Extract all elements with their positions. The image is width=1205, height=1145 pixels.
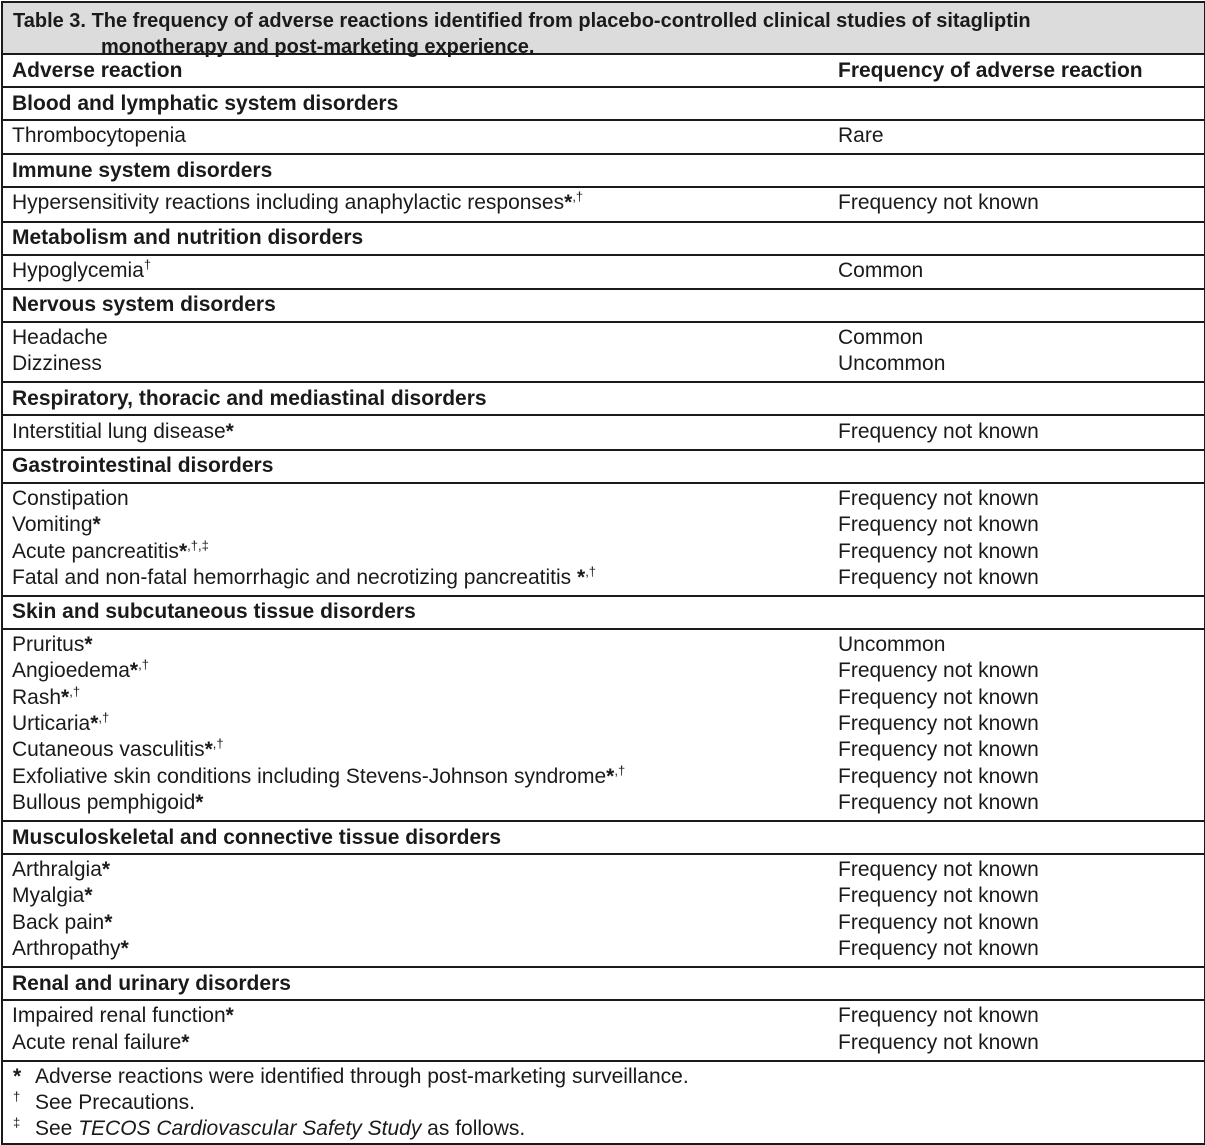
reaction-cell [3,191,829,215]
category-row: Metabolism and nutrition disorders [3,223,1204,256]
reaction-name: Hypoglycemia [12,258,144,282]
table-row [3,936,1204,962]
frequency-cell: Frequency not known [838,565,1039,589]
frequency-cell: Frequency not known [838,858,1039,882]
reaction-name: Myalgia [12,884,85,908]
reaction-cell [3,487,829,511]
reaction-name: Bullous pemphigoid [12,790,196,814]
reaction-footnote-marks: * [195,790,204,814]
table-row [3,632,1204,658]
footnote-ddagger-study: TECOS Cardiovascular Safety Study [78,1117,422,1141]
reaction-cell [3,858,829,882]
category-section [3,188,1204,222]
reaction-footnote-marks: *,† [606,762,626,788]
footnote-star [13,1064,1204,1090]
table-row [3,486,1204,512]
table-row [3,763,1204,789]
reaction-cell [3,791,829,815]
reaction-footnote-marks: *,† [129,657,149,683]
table-row [3,711,1204,737]
frequency-cell: Frequency not known [838,937,1039,961]
reaction-footnote-marks: * [84,884,93,908]
reaction-name: Arthropathy [12,937,121,961]
table-row [3,538,1204,564]
frequency-cell: Frequency not known [838,685,1039,709]
reaction-name: Acute pancreatitis [12,539,179,563]
table-footnotes [3,1062,1204,1145]
reaction-name: Cutaneous vasculitis [12,738,205,762]
table-row [3,737,1204,763]
reaction-cell [3,537,829,564]
reaction-name: Impaired renal function [12,1004,226,1028]
table-title-line1: The frequency of adverse reactions identified from placebo-controlled clinical studies of sitagliptin [91,10,1031,32]
category-section [3,121,1204,155]
category-section [3,1001,1204,1062]
frequency-cell: Frequency not known [838,1030,1039,1054]
frequency-cell: Frequency not known [838,659,1039,683]
footnote-dagger [13,1090,1204,1116]
reaction-footnote-marks: *,†,‡ [178,537,209,563]
reaction-footnote-marks: *,† [204,736,224,762]
category-section [3,256,1204,290]
table-row [3,258,1204,284]
frequency-cell: Frequency not known [838,513,1039,537]
reaction-cell [3,1004,829,1028]
footnote-star-symbol: * [13,1064,22,1088]
reaction-cell [3,326,829,350]
category-row: Respiratory, thoracic and mediastinal disorders [3,383,1204,416]
table-row [3,790,1204,816]
category-section [3,416,1204,450]
frequency-cell: Frequency not known [838,738,1039,762]
category-section [3,484,1204,597]
frequency-cell: Common [838,258,924,282]
reaction-name: Fatal and non-fatal hemorrhagic and necrotizing pancreatitis [12,565,577,589]
reaction-cell [3,884,829,908]
footnote-ddagger [13,1116,1204,1142]
reaction-name: Headache [12,326,108,350]
reaction-footnote-marks: † [143,256,152,272]
category-section [3,323,1204,384]
table-row [3,512,1204,538]
reaction-footnote-marks: * [101,858,111,882]
table-header-row [3,55,1204,88]
column-header-frequency: Frequency of adverse reaction [838,58,1143,82]
frequency-cell: Common [838,326,924,350]
table-row [3,685,1204,711]
frequency-cell: Frequency not known [838,790,1039,814]
table-row [3,1003,1204,1029]
reaction-cell [3,124,829,148]
reaction-cell [3,738,829,762]
table-number: Table 3. [13,10,86,32]
category-row: Blood and lymphatic system disorders [3,88,1204,121]
reaction-cell [3,659,829,683]
table-caption [3,3,1204,58]
reaction-cell [3,420,829,444]
reaction-footnote-marks: * [181,1030,190,1054]
frequency-cell: Frequency not known [838,191,1039,215]
table-body [3,88,1204,1062]
reaction-name: Back pain [12,910,105,934]
footnote-ddagger-prefix: See [35,1117,79,1141]
frequency-cell: Frequency not known [838,419,1039,443]
table-row [3,123,1204,149]
reaction-cell [3,1031,829,1055]
table-row [3,910,1204,936]
frequency-cell: Rare [838,124,884,148]
table-row [3,883,1204,909]
frequency-cell: Frequency not known [838,764,1039,788]
table-row [3,857,1204,883]
reaction-cell [3,937,829,961]
category-row: Immune system disorders [3,155,1204,188]
reaction-footnote-marks: *,† [564,189,584,215]
reaction-footnote-marks: * [84,633,93,657]
adverse-reactions-table [1,1,1205,1145]
frequency-cell: Frequency not known [838,712,1039,735]
category-section [3,630,1204,822]
table-title-line2: monotherapy and post-marketing experience. [101,36,535,58]
reaction-name: Thrombocytopenia [12,124,186,148]
reaction-name: Dizziness [12,352,102,376]
reaction-name: Exfoliative skin conditions including Stevens-Johnson syndrome [12,764,607,788]
frequency-cell: Uncommon [838,352,946,376]
table-row [3,418,1204,444]
reaction-name: Constipation [12,486,129,510]
category-row: Renal and urinary disorders [3,968,1204,1001]
reaction-name: Vomiting [12,513,93,537]
reaction-name: Acute renal failure [12,1030,182,1054]
footnote-ddagger-symbol: ‡ [13,1115,21,1131]
reaction-name: Urticaria [12,712,91,735]
reaction-cell [3,762,829,789]
category-row: Skin and subcutaneous tissue disorders [3,597,1204,630]
category-row: Gastrointestinal disorders [3,451,1204,484]
table-row [3,351,1204,377]
frequency-cell: Frequency not known [838,910,1039,934]
reaction-footnote-marks: *,† [577,563,597,589]
reaction-footnote-marks: * [120,937,129,961]
reaction-name: Pruritus [12,633,85,657]
reaction-cell [3,513,829,537]
reaction-name: Angioedema [12,659,130,683]
reaction-cell [3,256,829,283]
reaction-footnote-marks: * [92,513,101,537]
footnote-dagger-symbol: † [13,1089,21,1105]
reaction-name: Arthralgia [12,858,102,882]
table-row [3,190,1204,216]
footnote-ddagger-suffix: as follows. [421,1117,526,1141]
table-row [3,658,1204,684]
frequency-cell: Frequency not known [838,539,1039,563]
footnote-star-text: Adverse reactions were identified through post-marketing surveillance. [35,1064,689,1088]
reaction-name: Interstitial lung disease [12,419,226,443]
reaction-footnote-marks: *,† [61,683,81,709]
column-header-reaction: Adverse reaction [12,58,183,82]
footnote-dagger-text: See Precautions. [35,1091,195,1115]
reaction-name: Rash [12,685,62,709]
reaction-cell [3,633,829,657]
reaction-footnote-marks: * [225,1004,234,1028]
category-row: Nervous system disorders [3,290,1204,323]
category-section [3,855,1204,968]
category-row: Musculoskeletal and connective tissue disorders [3,822,1204,855]
table-row [3,325,1204,351]
frequency-cell: Frequency not known [838,884,1039,908]
reaction-footnote-marks: * [104,910,113,934]
table-row [3,1030,1204,1056]
reaction-cell [3,712,829,736]
reaction-cell [3,352,829,376]
reaction-cell [3,563,829,590]
frequency-cell: Frequency not known [838,486,1039,510]
frequency-cell: Uncommon [838,633,946,657]
reaction-footnote-marks: *,† [90,710,110,735]
frequency-cell: Frequency not known [838,1004,1039,1028]
reaction-cell [3,683,829,710]
reaction-footnote-marks: * [225,419,234,443]
table-row [3,565,1204,591]
reaction-name: Hypersensitivity reactions including anaphylactic responses [12,191,565,215]
reaction-cell [3,911,829,935]
